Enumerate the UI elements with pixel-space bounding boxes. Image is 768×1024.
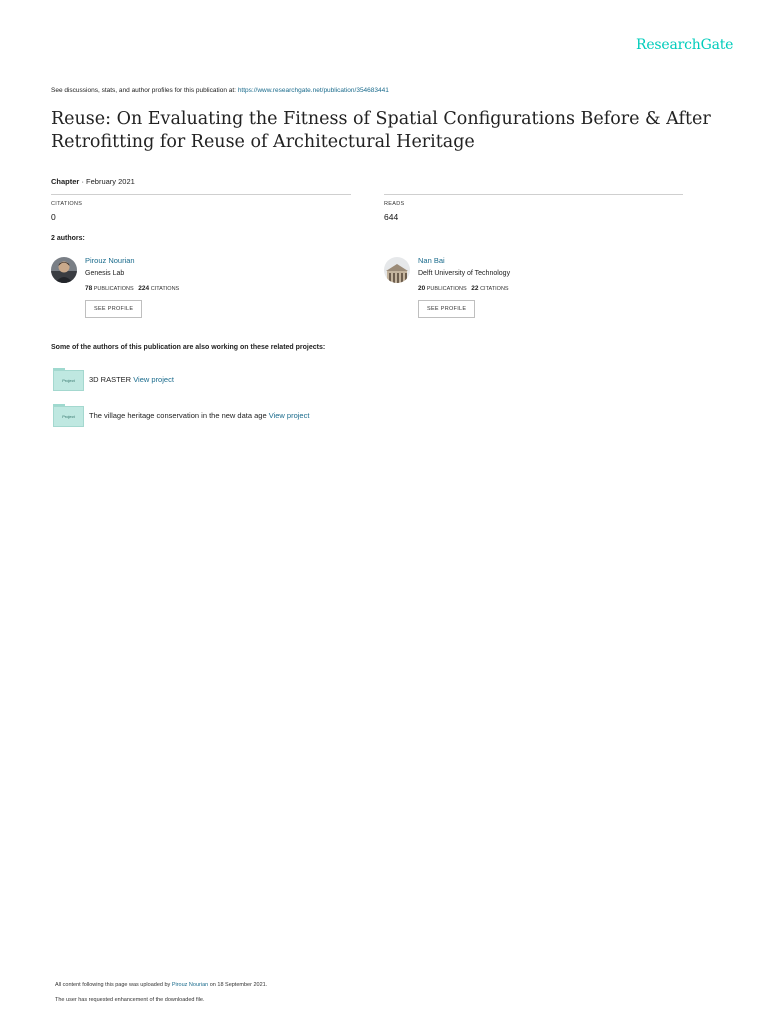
project-folder-icon [53, 404, 83, 426]
author-publications-count: 20 [418, 285, 426, 292]
project-folder-icon [53, 368, 83, 390]
see-profile-button[interactable]: SEE PROFILE [418, 300, 475, 318]
author-citations-label: CITATIONS [150, 286, 180, 292]
publication-type: Chapter [51, 177, 80, 186]
author-name-link[interactable]: Nan Bai [418, 256, 445, 265]
author-publications-label: PUBLICATIONS [93, 286, 134, 292]
author-name-link[interactable]: Pirouz Nourian [85, 256, 135, 265]
avatar[interactable] [384, 257, 410, 283]
avatar[interactable] [51, 257, 77, 283]
author-publications-count: 78 [85, 285, 93, 292]
upload-prefix: All content following this page was uploaded by [55, 982, 171, 988]
project-icon-label: Project [53, 370, 84, 391]
author-citations-count: 22 [471, 285, 479, 292]
uploader-link[interactable]: Pirouz Nourian [171, 982, 209, 988]
view-project-link[interactable]: View project [268, 411, 310, 420]
related-projects-heading: Some of the authors of this publication are also working on these related projects: [51, 344, 326, 351]
publication-url-link[interactable]: https://www.researchgate.net/publication/354683441 [237, 87, 389, 94]
author-stats [418, 285, 509, 292]
citations-value: 0 [51, 212, 56, 222]
citations-label: CITATIONS [51, 201, 83, 207]
publication-meta [51, 177, 135, 186]
project-item [89, 411, 309, 420]
authors-heading: 2 authors: [51, 235, 85, 242]
discussion-prefix: See discussions, stats, and author profiles for this publication at: [51, 87, 236, 94]
author-institution: Genesis Lab [85, 270, 125, 277]
see-profile-button[interactable]: SEE PROFILE [85, 300, 142, 318]
author-publications-label: PUBLICATIONS [426, 286, 467, 292]
view-project-link[interactable]: View project [133, 375, 174, 384]
project-item [89, 375, 174, 384]
divider-right [384, 194, 683, 195]
upload-note [55, 982, 267, 988]
project-name: The village heritage conservation in the new data age [89, 411, 267, 420]
project-icon-label: Project [53, 406, 84, 427]
upload-suffix: on 18 September 2021. [209, 982, 268, 988]
author-citations-count: 224 [138, 285, 150, 292]
person-photo-icon [51, 257, 77, 283]
author-stats [85, 285, 179, 292]
researchgate-logo[interactable]: ResearchGate [636, 37, 734, 53]
discussion-line [51, 87, 389, 94]
publication-title: Reuse: On Evaluating the Fitness of Spatial Configurations Before & After Retrofitting for Reuse of Architectural Heritage [51, 109, 711, 152]
reads-value: 644 [384, 212, 399, 222]
publication-date: · February 2021 [81, 177, 135, 186]
divider-left [51, 194, 351, 195]
reads-label: READS [384, 201, 405, 207]
author-institution: Delft University of Technology [418, 270, 511, 277]
author-citations-label: CITATIONS [480, 286, 509, 292]
project-name: 3D RASTER [89, 375, 132, 384]
enhancement-note: The user has requested enhancement of the downloaded file. [55, 997, 205, 1003]
building-photo-icon [384, 257, 410, 283]
